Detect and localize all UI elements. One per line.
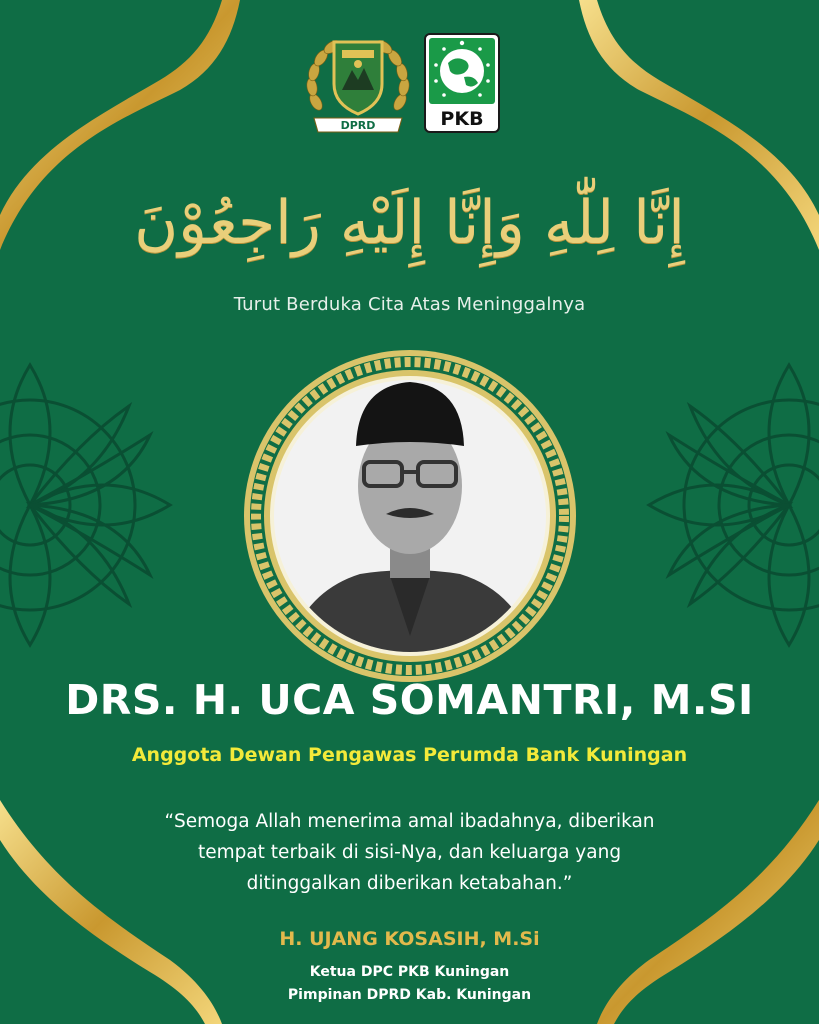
mandala-left — [0, 365, 170, 645]
dprd-logo — [302, 32, 414, 136]
quote-line: “Semoga Allah menerima amal ibadahnya, diberikan — [164, 811, 655, 832]
portrait-frame — [240, 346, 580, 686]
quote-line: ditinggalkan diberikan ketabahan.” — [246, 873, 573, 894]
arabic-calligraphy: إِنَّا لِلّٰهِ وَإِنَّا إِلَيْهِ رَاجِعُوْنَ — [134, 188, 685, 258]
portrait-photo — [240, 346, 580, 686]
globe-icon — [440, 49, 484, 93]
dprd-label: DPRD — [340, 119, 376, 132]
pkb-logo — [424, 33, 500, 133]
signer-role: Ketua DPC PKB Kuningan — [309, 964, 510, 980]
signer-name: H. UJANG KOSASIH, M.Si — [279, 928, 540, 950]
signer-role: Pimpinan DPRD Kab. Kuningan — [287, 987, 532, 1003]
quote-line: tempat terbaik di sisi-Nya, dan keluarga yang — [197, 842, 622, 863]
prayer-quote — [100, 806, 719, 899]
condolence-subtitle: Turut Berduka Cita Atas Meninggalnya — [233, 294, 586, 315]
deceased-position: Anggota Dewan Pengawas Perumda Bank Kuningan — [131, 744, 688, 766]
pkb-label: PKB — [440, 108, 484, 130]
deceased-name: DRS. H. UCA SOMANTRI, M.SI — [65, 676, 754, 724]
mandala-right — [649, 365, 819, 645]
